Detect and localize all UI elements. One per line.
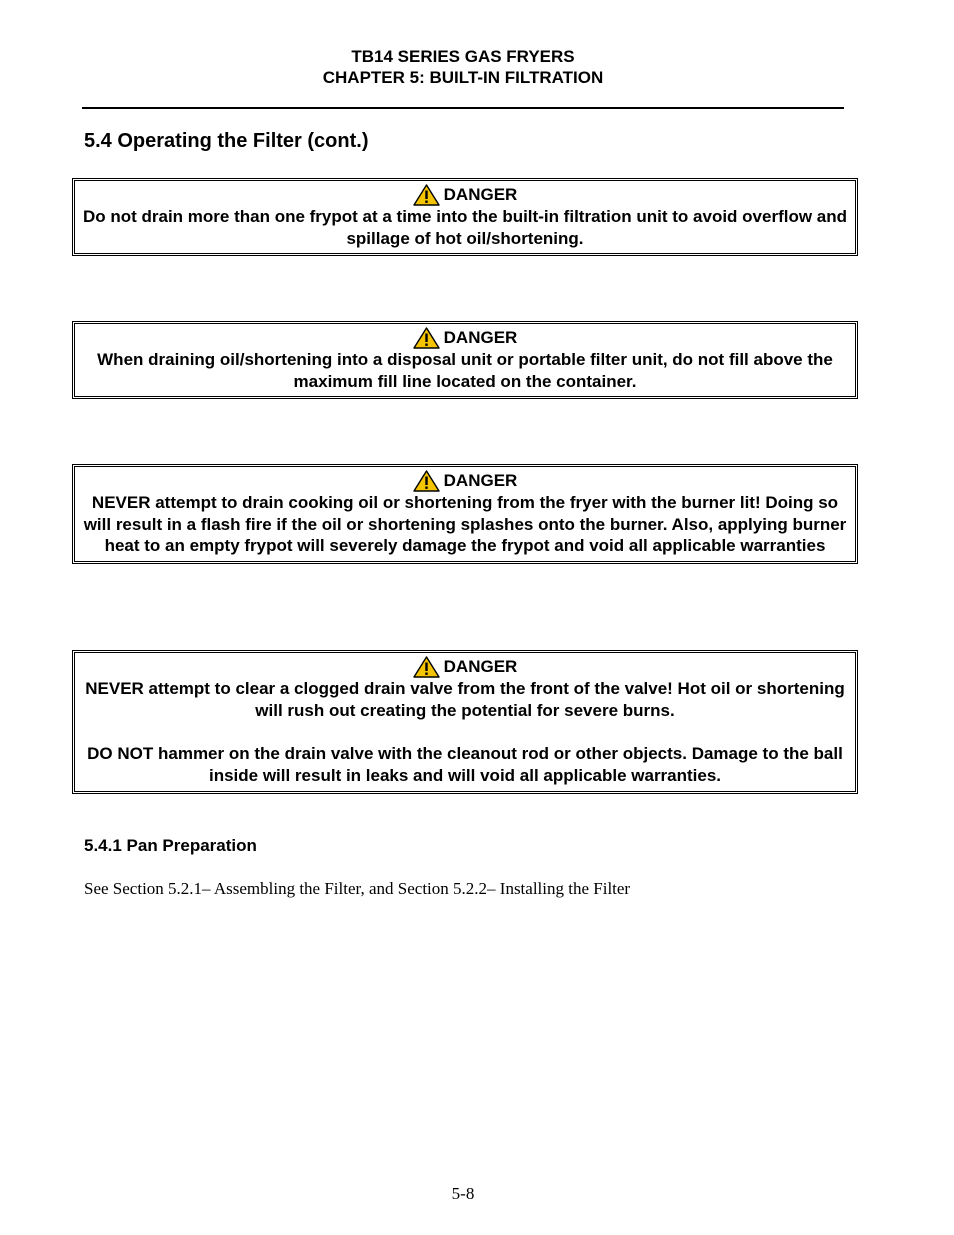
body-paragraph: See Section 5.2.1– Assembling the Filter, and Section 5.2.2– Installing the Filter [84,879,631,898]
header-chapter: CHAPTER 5: BUILT-IN FILTRATION [322,68,604,87]
warning-triangle-icon [413,656,440,678]
danger-box-3 [72,464,858,564]
danger-heading-row [77,327,853,349]
warning-triangle-icon [413,327,440,349]
danger-box-4 [72,650,858,794]
danger-heading-row [77,470,853,492]
danger-heading: DANGER [443,328,518,348]
warning-triangle-icon [413,470,440,492]
running-header [0,46,926,88]
subsection-title: 5.4.1 Pan Preparation [84,836,257,855]
header-rule [82,107,844,109]
danger-heading: DANGER [443,471,518,491]
header-title: TB14 SERIES GAS FRYERS [351,47,575,66]
danger-text: NEVER attempt to drain cooking oil or shortening from the fryer with the burner lit! Doing so will result in a flash fire if the oil or shortening splashes onto the burner. Also, applying burner heat to an empty frypot will severely damage the frypot and void all applicable warranties [83,493,847,556]
danger-heading-row [77,656,853,678]
danger-text: DO NOT hammer on the drain valve with the cleanout rod or other objects. Damage to the ball inside will result in leaks and will void all applicable warranties. [87,744,843,785]
danger-heading-row [77,184,853,206]
danger-box-2 [72,321,858,399]
danger-text: When draining oil/shortening into a disposal unit or portable filter unit, do not fill above the maximum fill line located on the container. [97,350,833,391]
section-title: 5.4 Operating the Filter (cont.) [84,130,369,152]
warning-triangle-icon [413,184,440,206]
danger-text: Do not drain more than one frypot at a time into the built-in filtration unit to avoid overflow and spillage of hot oil/shortening. [82,207,848,248]
danger-text: NEVER attempt to clear a clogged drain valve from the front of the valve! Hot oil or shortening will rush out creating the potential for severe burns. [85,679,845,720]
danger-heading: DANGER [443,657,518,677]
page-number: 5-8 [451,1184,475,1203]
danger-heading: DANGER [443,185,518,205]
danger-box-1 [72,178,858,256]
